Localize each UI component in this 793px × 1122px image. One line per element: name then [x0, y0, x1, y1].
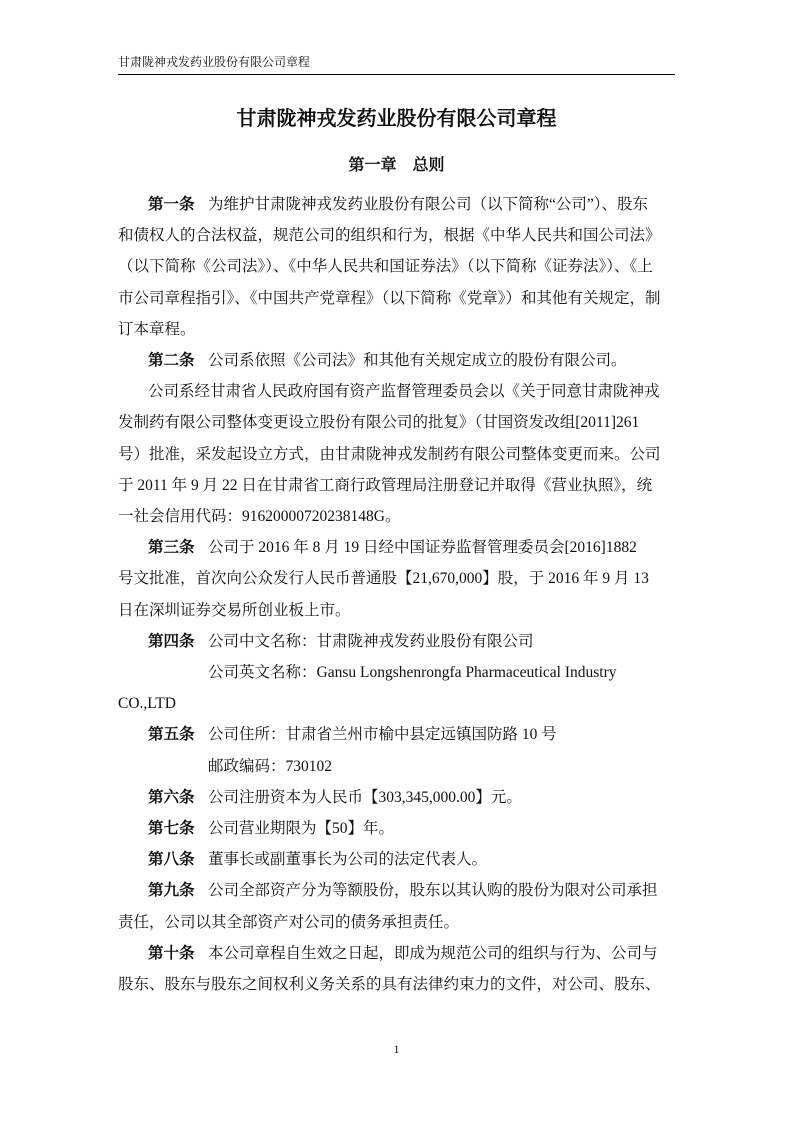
- article-label: 第一条: [148, 196, 195, 213]
- text-line: [118, 537, 675, 559]
- article-text: 市公司章程指引》、《中国共产党章程》（以下简称《党章》）和其他有关规定，制: [118, 289, 661, 307]
- article-text: 公司于 2016 年 8 月 19 日经中国证券监督管理委员会[2016]1882: [208, 539, 637, 557]
- article-label: 第五条: [148, 726, 195, 744]
- article-text: 和债权人的合法权益，规范公司的组织和行为，根据《中华人民共和国公司法》: [118, 227, 661, 245]
- chapter-heading: 第一章 总则: [348, 157, 445, 174]
- text-line: [118, 225, 675, 247]
- article-text: 公司营业期限为【50】年。: [208, 820, 395, 837]
- text-line: [118, 631, 675, 653]
- article-text: CO.,LTD: [118, 695, 176, 713]
- article-label: 第九条: [148, 882, 195, 900]
- text-line: [118, 194, 675, 216]
- text-line: [118, 818, 675, 840]
- text-line: [118, 444, 675, 466]
- text-line: [118, 849, 675, 871]
- text-line: [118, 319, 675, 341]
- text-line: [118, 600, 675, 622]
- article-text: 责任，公司以其全部资产对公司的债务承担责任。: [118, 913, 460, 931]
- text-line: [118, 412, 675, 434]
- document-title: 甘肃陇神戎发药业股份有限公司章程: [236, 108, 557, 130]
- article-label: 第四条: [148, 632, 195, 650]
- article-text: 日在深圳证券交易所创业板上市。: [118, 601, 351, 619]
- text-line: [118, 568, 675, 590]
- article-text: 公司系依照《公司法》和其他有关规定成立的股份有限公司。: [208, 352, 627, 369]
- text-line: [118, 381, 675, 403]
- text-line: [118, 787, 675, 809]
- running-header: 甘肃陇神戎发药业股份有限公司章程: [118, 55, 311, 69]
- article-text: 公司系经甘肃省人民政府国有资产监督管理委员会以《关于同意甘肃陇神戎: [148, 383, 660, 401]
- article-label: 第六条: [148, 788, 195, 806]
- text-line: [118, 506, 675, 528]
- article-text: （以下简称《公司法》）、《中华人民共和国证券法》（以下简称《证券法》）、《上: [118, 258, 653, 276]
- text-line: [118, 256, 675, 278]
- text-line: [118, 724, 675, 746]
- article-label: 第七条: [148, 820, 195, 837]
- article-text: 公司英文名称：Gansu Longshenrongfa Pharmaceutical Industry: [208, 664, 617, 681]
- article-label: 第八条: [148, 851, 195, 869]
- article-text: 董事长或副董事长为公司的法定代表人。: [208, 851, 488, 869]
- article-text: 号文批准，首次向公众发行人民币普通股【21,670,000】股，于 2016 年 9 月 13: [118, 570, 649, 588]
- text-line: [118, 475, 675, 497]
- text-line: [118, 693, 675, 715]
- article-label: 第三条: [148, 539, 195, 557]
- article-text: 公司住所：甘肃省兰州市榆中县定远镇国防路 10 号: [208, 726, 557, 744]
- text-line: [118, 756, 675, 778]
- article-text: 公司中文名称：甘肃陇神戎发药业股份有限公司: [208, 632, 534, 650]
- article-text: 为维护甘肃陇神戎发药业股份有限公司（以下简称“公司”）、股东: [208, 196, 649, 213]
- text-line: [118, 943, 675, 965]
- article-text: 邮政编码：730102: [208, 757, 333, 775]
- article-text: 发制药有限公司整体变更设立股份有限公司的批复》（甘国资发改组[2011]261: [118, 414, 640, 432]
- header-rule: [118, 74, 675, 75]
- text-line: [118, 662, 675, 684]
- article-text: 公司注册资本为人民币【303,345,000.00】元。: [208, 788, 522, 806]
- page-number: 1: [393, 1042, 400, 1056]
- text-line: [118, 288, 675, 310]
- article-text: 股东、股东与股东之间权利义务关系的具有法律约束力的文件，对公司、股东、: [118, 976, 661, 993]
- text-line: [118, 912, 675, 934]
- article-label: 第二条: [148, 352, 195, 369]
- article-text: 订本章程。: [118, 320, 196, 338]
- article-text: 本公司章程自生效之日起，即成为规范公司的组织与行为、公司与: [208, 944, 658, 962]
- text-line: [118, 974, 675, 996]
- article-text: 一社会信用代码：91620000720238148G。: [118, 508, 401, 525]
- article-label: 第十条: [148, 944, 195, 962]
- article-text: 于 2011 年 9 月 22 日在甘肃省工商行政管理局注册登记并取得《营业执照》，统: [118, 476, 653, 494]
- text-line: [118, 880, 675, 902]
- text-line: [118, 350, 675, 372]
- article-text: 号）批准，采发起设立方式，由甘肃陇神戎发制药有限公司整体变更而来。公司: [118, 445, 661, 463]
- article-text: 公司全部资产分为等额股份，股东以其认购的股份为限对公司承担: [208, 882, 658, 900]
